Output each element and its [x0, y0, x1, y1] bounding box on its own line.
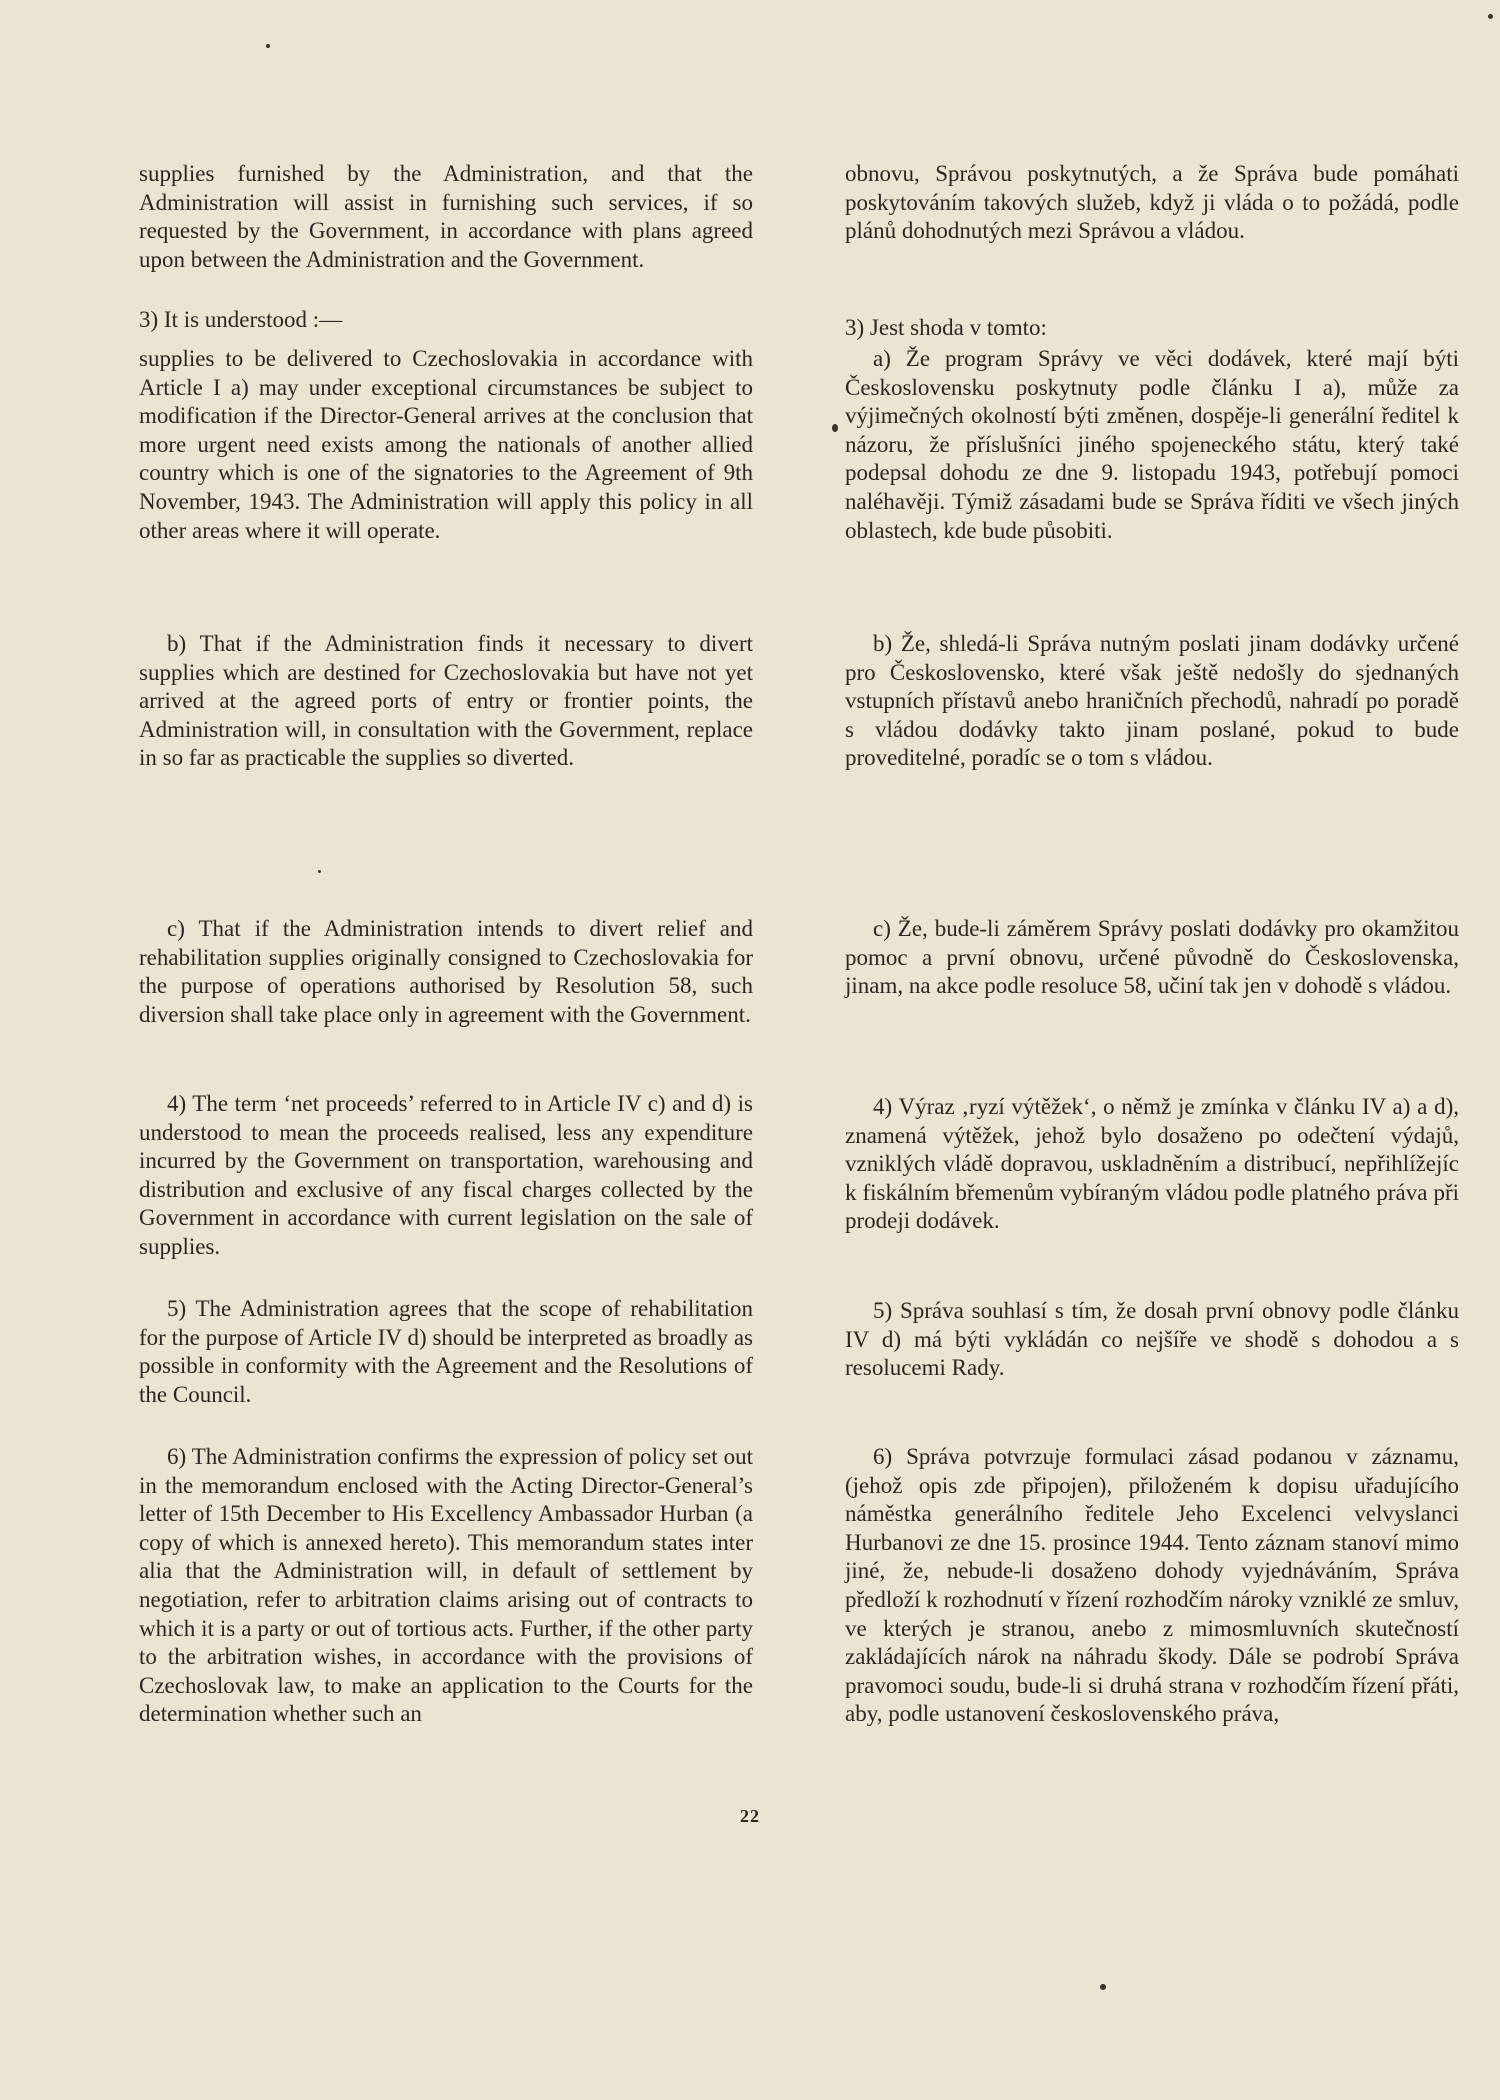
- paper-speck: [266, 44, 270, 48]
- paper-speck: [1100, 1984, 1106, 1990]
- right-section-3a: a) Že program Správy ve věci dodávek, které mají býti Československu poskytnuty podle článku I a), může za výjimečných okolností býti změnen, dospěje-li generální ředitel k názoru, že příslušníci jiného spojeneckého státu, který také podepsal dohodu ze dne 9. listopadu 1943, potřebují pomoci naléhavěji. Týmiž zásadami bude se Správa říditi ve všech jiných oblastech, kde bude působiti.: [845, 346, 1459, 543]
- right-section-3-heading: 3) Jest shoda v tomto:: [845, 315, 1047, 340]
- left-section-4: 4) The term ‘net proceeds’ referred to in Article IV c) and d) is understood to mean the proceeds realised, less any expenditure incurred by the Government on transportation, warehousing and distribution and exclusive of any fiscal charges collected by the Government in accordance with current legislation on the sale of supplies.: [139, 1091, 753, 1259]
- right-intro-paragraph: obnovu, Správou poskytnutých, a že Správa bude pomáhati poskytováním takových služeb, když ji vláda o to požádá, podle plánů dohodnutých mezi Správou a vládou.: [845, 161, 1459, 244]
- left-section-6: 6) The Administration confirms the expression of policy set out in the memorandum enclosed with the Acting Director-General’s letter of 15th December to His Excellency Ambassador Hurban (a copy of which is annexed hereto). This memorandum states inter alia that the Administration will, in default of settlement by negotiation, refer to arbitration claims arising out of contracts to which it is a party or out of tortious acts. Further, if the other party to the arbitration wishes, in accordance with the provisions of Czechoslovak law, to make an application to the Courts for the determination whether such an: [139, 1444, 753, 1727]
- right-section-6: 6) Správa potvrzuje formulaci zásad podanou v záznamu, (jehož opis zde připojen), přiloženém k dopisu uřadujícího náměstka generálního ředitele Jeho Excelenci velvyslanci Hurbanovi ze dne 15. prosince 1944. Tento záznam stanoví mimo jiné, že, nebude-li dosaženo dohody vyjednáváním, Správa předloží k rozhodnutí v řízení rozhodčím nároky vzniklé ze smluv, ve kterých je stranou, anebo z mimosmluvních skutečností zakládajících nárok na náhradu škody. Dále se podrobí Správa pravomoci soudu, bude-li si druhá strana v rozhodčím řízení přáti, aby, podle ustanovení československého práva,: [845, 1444, 1459, 1727]
- left-section-3-heading: 3) It is understood :—: [139, 307, 343, 332]
- left-intro-paragraph: supplies furnished by the Administration, and that the Administration will assist in furnishing such services, if so requested by the Government, in accordance with plans agreed upon between the Administration and the Government.: [139, 161, 753, 272]
- left-section-3a: supplies to be delivered to Czechoslovakia in accordance with Article I a) may under exceptional circumstances be subject to modification if the Director-General arrives at the conclusion that more urgent need exists among the nationals of another allied country which is one of the signatories to the Agreement of 9th November, 1943. The Administration will apply this policy in all other areas where it will operate.: [139, 346, 753, 543]
- right-section-3b: b) Že, shledá-li Správa nutným poslati jinam dodávky určené pro Československo, které však ještě nedošly do sjednaných vstupních přístavů anebo hraničních přechodů, nahradí po poradě s vládou dodávky takto jinam poslané, pokud to bude proveditelné, poradíc se o tom s vládou.: [845, 631, 1459, 771]
- left-section-3b: b) That if the Administration finds it necessary to divert supplies which are destined for Czechoslovakia but have not yet arrived at the agreed ports of entry or frontier points, the Administration will, in consultation with the Government, replace in so far as practicable the supplies so diverted.: [139, 631, 753, 771]
- page-number: 22: [740, 1806, 760, 1826]
- right-section-5: 5) Správa souhlasí s tím, že dosah první obnovy podle článku IV d) má býti vykládán co nejšíře ve shodě s dohodou a s resolucemi Rady.: [845, 1298, 1459, 1381]
- left-section-5: 5) The Administration agrees that the scope of rehabilitation for the purpose of Article IV d) should be interpreted as broadly as possible in conformity with the Agreement and the Resolutions of the Council.: [139, 1296, 753, 1407]
- paper-speck: [318, 870, 321, 873]
- left-section-3c: c) That if the Administration intends to divert relief and rehabilitation supplies originally consigned to Czechoslovakia for the purpose of operations authorised by Resolution 58, such diversion shall take place only in agreement with the Government.: [139, 916, 753, 1027]
- right-section-3c: c) Že, bude-li záměrem Správy poslati dodávky pro okamžitou pomoc a první obnovu, určené původně do Československa, jinam, na akce podle resoluce 58, učiní tak jen v dohodě s vládou.: [845, 916, 1459, 999]
- paper-speck: [1488, 14, 1493, 19]
- paper-speck: [832, 424, 838, 432]
- right-section-4: 4) Výraz ‚ryzí výtěžek‘, o němž je zmínka v článku IV a) a d), znamená výtěžek, jehož bylo dosaženo po odečtení výdajů, vzniklých vládě dopravou, uskladněním a distribucí, nepřihlížejíc k fiskálním břemenům vybíraným vládou podle platného práva při prodeji dodávek.: [845, 1094, 1459, 1234]
